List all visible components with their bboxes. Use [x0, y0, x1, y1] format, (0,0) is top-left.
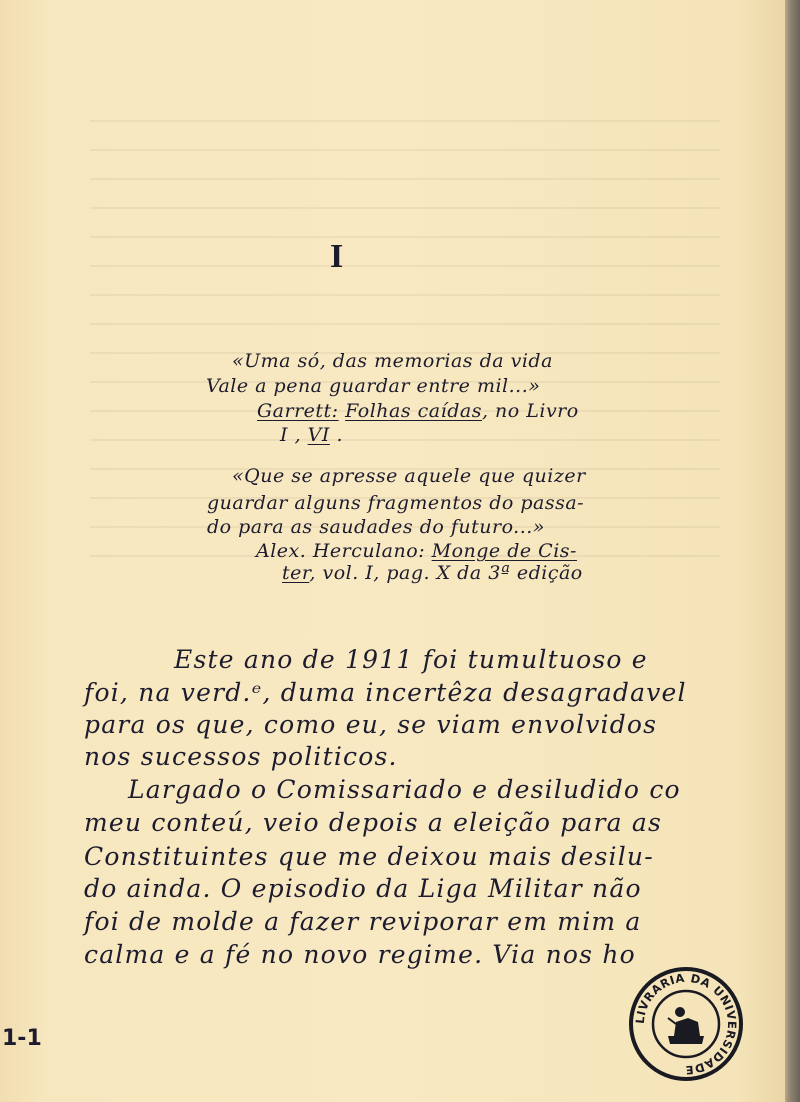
epigraph2-author: Alex. Herculano: — [256, 540, 426, 562]
epigraph2-work-b: ter — [282, 562, 310, 584]
epigraph1-reference — [280, 424, 343, 446]
epigraph1-ref-sep: , — [294, 424, 302, 446]
epigraph2-work-a: Monge de Cis- — [431, 540, 577, 562]
epigraph2-line3: do para as saudades do futuro...» — [207, 516, 545, 538]
epigraph1-attribution — [257, 400, 579, 422]
body-line: Este ano de 1911 foi tumultuoso e — [174, 645, 648, 674]
body-line: foi de molde a fazer reviporar em mim a — [84, 907, 642, 936]
body-line: foi, na verd.ᵉ, duma incertêza desagradavel — [84, 678, 687, 707]
library-stamp-icon — [628, 966, 744, 1082]
body-line: do ainda. O episodio da Liga Militar não — [84, 874, 642, 903]
page-number: 1-1 — [2, 1026, 42, 1051]
epigraph1-after-work: , no Livro — [481, 400, 579, 422]
epigraph2-attribution — [256, 540, 577, 562]
body-line: calma e a fé no novo regime. Via nos ho — [84, 940, 636, 969]
body-line: meu conteú, veio depois a eleição para as — [84, 808, 663, 837]
page-edge — [785, 0, 800, 1102]
epigraph1-author: Garrett: — [257, 400, 339, 422]
epigraph1-ref-b: VI — [307, 424, 330, 446]
body-line: Constituintes que me deixou mais desilu- — [84, 842, 654, 871]
chapter-numeral: I — [330, 238, 344, 275]
epigraph1-line2: Vale a pena guardar entre mil...» — [206, 375, 541, 397]
epigraph1-ref-end: . — [336, 424, 343, 446]
epigraph1-ref-a: I — [280, 424, 289, 446]
body-line: nos sucessos politicos. — [84, 742, 398, 771]
epigraph1-line1: «Uma só, das memorias da vida — [232, 350, 553, 372]
epigraph2-ref: , vol. I, pag. X da 3ª edição — [309, 562, 583, 584]
epigraph1-work: Folhas caídas — [345, 400, 482, 422]
epigraph2-line2: guardar alguns fragmentos do passa- — [207, 492, 585, 514]
stamp-text: LIVRARIA DA UNIVERSIDADE — [632, 970, 740, 1078]
body-line: para os que, como eu, se viam envolvidos — [84, 710, 658, 739]
epigraph2-line1: «Que se apresse aquele que quizer — [232, 465, 586, 487]
epigraph2-reference — [282, 562, 583, 584]
body-line: Largado o Comissariado e desiludido co — [128, 775, 681, 804]
